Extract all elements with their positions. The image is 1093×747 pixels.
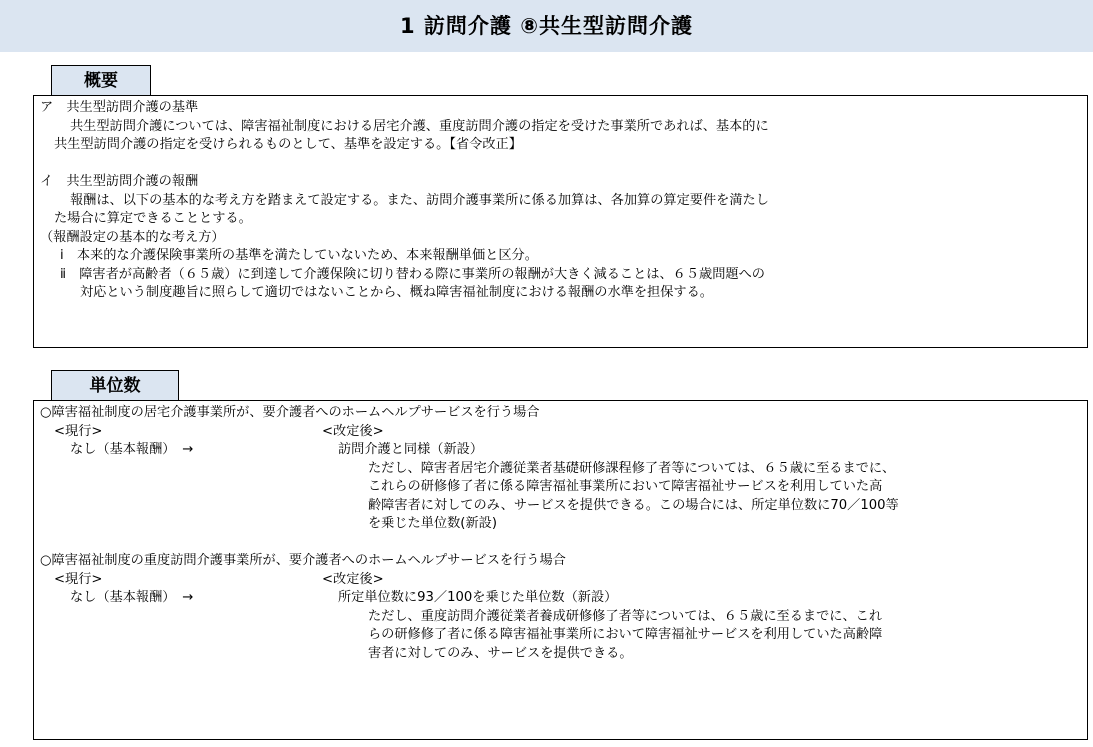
case2-labels-row [40,571,1081,590]
overview-tab: 概要 [51,65,151,95]
case1-note [40,460,1081,534]
basis-item: ⅰ 本来的な介護保険事業所の基準を満たしていないため、本来報酬単価と区分。 [60,248,538,263]
units-box [33,400,1088,740]
units-tab: 単位数 [51,370,179,400]
basis-heading: （報酬設定の基本的な考え方） [40,229,225,245]
case2-heading: ○障害福祉制度の重度訪問介護事業所が、要介護者へのホームヘルプサービスを行う場合 [40,553,566,568]
standard-text-line: 共生型訪問介護については、障害福祉制度における居宅介護、重度訪問介護の指定を受けた事業所であれば、基本的に [70,118,769,134]
note-line: これらの研修修了者に係る障害福祉事業所において障害福祉サービスを利用していた高 [368,479,883,494]
case2-values-row [40,589,1081,608]
revised-value: 訪問介護と同様（新設） [338,442,484,457]
case1-values-row [40,441,1081,460]
standard-text-line: 共生型訪問介護の指定を受けられるものとして、基準を設定する。【省令改正】 [54,137,522,152]
case1-heading: ○障害福祉制度の居宅介護事業所が、要介護者へのホームヘルプサービスを行う場合 [40,405,540,420]
reward-text-line: 報酬は、以下の基本的な考え方を踏まえて設定する。また、訪問介護事業所に係る加算は、各加算の算定要件を満たし [70,192,769,208]
case2-note [40,608,1081,664]
note-line: 害者に対してのみ、サービスを提供できる。 [368,645,633,661]
current-value: なし（基本報酬） → [70,442,194,457]
note-line: らの研修修了者に係る障害福祉事業所において障害福祉サービスを利用していた高齢障 [368,627,883,642]
standard-heading: ア 共生型訪問介護の基準 [40,100,199,115]
note-line: を乗じた単位数(新設) [368,516,497,531]
case1-labels-row [40,423,1081,442]
note-line: ただし、重度訪問介護従業者養成研修修了者等については、６５歳に至るまでに、これ [368,608,883,624]
current-label: <現行> [54,571,103,587]
revised-value: 所定単位数に93／100を乗じた単位数（新設） [338,590,618,605]
reward-text-line: た場合に算定できることとする。 [54,211,252,226]
revised-label: <改定後> [322,571,384,587]
basis-item: ⅱ 障害者が高齢者（６５歳）に到達して介護保険に切り替わる際に事業所の報酬が大きく減ることは、６５歳問題への [60,266,765,282]
revised-label: <改定後> [322,423,384,439]
overview-box [33,95,1088,348]
basis-item-continued: 対応という制度趣旨に照らして適切ではないことから、概ね障害福祉制度における報酬の水準を担保する。 [80,285,713,300]
current-value: なし（基本報酬） → [70,590,194,605]
note-line: 齢障害者に対してのみ、サービスを提供できる。この場合には、所定単位数に70／100等 [368,497,899,513]
note-line: ただし、障害者居宅介護従業者基礎研修課程修了者等については、６５歳に至るまでに、 [368,460,896,476]
current-label: <現行> [54,423,103,439]
page-title: 1 訪問介護 ⑧共生型訪問介護 [0,0,1093,52]
reward-heading: イ 共生型訪問介護の報酬 [40,174,199,189]
